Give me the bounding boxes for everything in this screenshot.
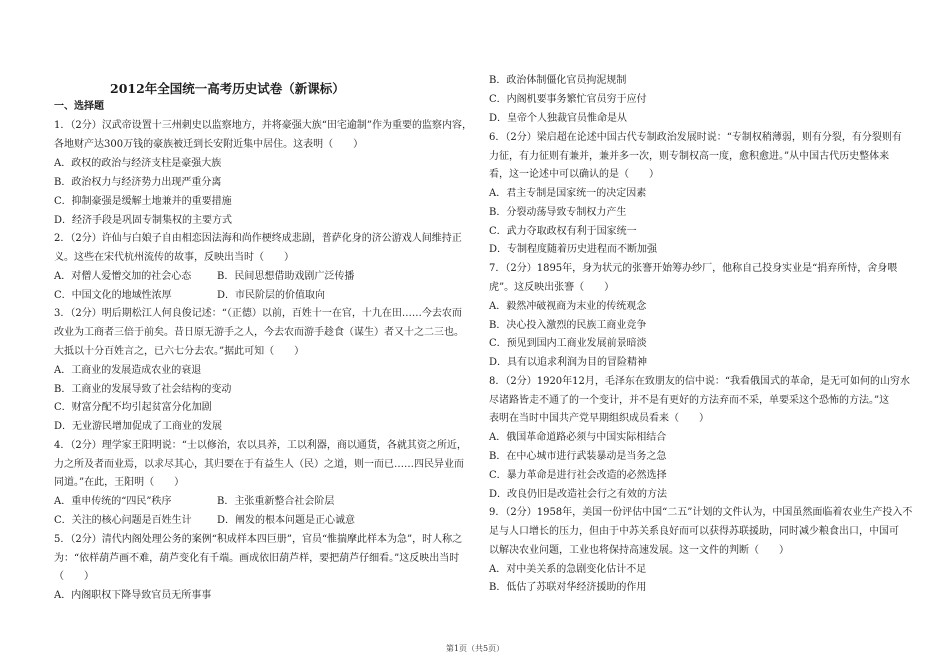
question-text: 虎”。这反映出张謇（ ） bbox=[489, 282, 615, 293]
answer-option: A．俄国革命道路必须与中国实际相结合 bbox=[489, 432, 667, 443]
answer-option: D．市民阶层的价值取向 bbox=[217, 290, 326, 301]
question-text: 改业为工商者三倍于前矣。昔日原无游手之人，今去农而游手趁食（谋生）者又十之二三也。 bbox=[54, 327, 464, 338]
answer-option: D．阐发的根本问题是正心诚意 bbox=[217, 515, 356, 526]
question-text: 力征，有力征则有兼并，兼并多一次，则专制权高一度，愈积愈进。”从中国古代历史整体来 bbox=[489, 151, 890, 162]
question-text: 以解决农业问题，工业也将保持高速发展。这一文件的判断（ ） bbox=[489, 545, 789, 556]
question-text: 表明在当时中国共产党早期组织成员看来（ ） bbox=[489, 413, 709, 424]
answer-option: C．内阁机要事务繁忙官员穷于应付 bbox=[489, 94, 647, 105]
answer-option: A．工商业的发展造成农业的衰退 bbox=[54, 365, 202, 376]
answer-option: C．抑制豪强是缓解土地兼并的重要措施 bbox=[54, 196, 232, 207]
answer-option: D．皇帝个人独裁官员惟命是从 bbox=[489, 113, 628, 124]
page-title: 2012年全国统一高考历史试卷（新课标） bbox=[110, 81, 345, 96]
answer-option-row bbox=[54, 496, 484, 508]
question-text: 9．（2分）1958年，美国一份评估中国“二五”计划的文件认为，中国虽然面临着农业生产投入不 bbox=[489, 507, 913, 518]
answer-option: A．对中美关系的急剧变化估计不足 bbox=[489, 564, 647, 575]
page-number: 第1页（共5页） bbox=[445, 644, 505, 653]
question-text: 大抵以十分百姓言之，已六七分去农。”据此可知（ ） bbox=[54, 346, 305, 357]
answer-option: B．决心投入激烈的民族工商业竞争 bbox=[489, 320, 647, 331]
question-text: 5．（2分）清代内阁处理公务的案例“积成样本四巨册”，官员“惟揣摩此样本为急”，时人称之 bbox=[54, 534, 463, 545]
answer-option-row bbox=[54, 271, 484, 283]
answer-option: B．在中心城市进行武装暴动是当务之急 bbox=[489, 451, 667, 462]
question-text: 同道。”在此，王阳明（ ） bbox=[54, 477, 185, 488]
answer-option: C．武力夺取政权有利于国家统一 bbox=[489, 226, 637, 237]
answer-option: C．中国文化的地域性浓厚 bbox=[54, 290, 172, 301]
answer-option: D．无业游民增加促成了工商业的发展 bbox=[54, 421, 223, 432]
question-text: 看，这一论述中可以确认的是（ ） bbox=[489, 169, 659, 180]
question-text: 力之所及者而业焉，以求尽其心，其归要在于有益生人（民）之道，则一而已……四民异业而 bbox=[54, 459, 464, 470]
answer-option-row bbox=[54, 290, 484, 302]
answer-option: A．君主专制是国家统一的决定因素 bbox=[489, 188, 647, 199]
question-text: 3．（2分）明后期松江人何良俊记述：“（正德）以前，百姓十一在官，十九在田……今去农而 bbox=[54, 308, 462, 319]
answer-option: D．经济手段是巩固专制集权的主要方式 bbox=[54, 215, 233, 226]
answer-option: B．民间思想借助戏剧广泛传播 bbox=[217, 271, 355, 282]
question-text: 1．（2分）汉武帝设置十三州刺史以监察地方，并将豪强大族“田宅逾制”作为重要的监察内容， bbox=[54, 120, 472, 131]
answer-option: A．重申传统的“四民”秩序 bbox=[54, 496, 172, 507]
answer-option: B．政治体制僵化官员拘泥规制 bbox=[489, 75, 627, 86]
answer-option: D．专制程度随着历史进程而不断加强 bbox=[489, 244, 658, 255]
question-text: （ ） bbox=[54, 571, 94, 582]
question-text: 足与人口增长的压力，但由于中苏关系良好而可以获得苏联援助，同时减少粮食出口，中国可 bbox=[489, 526, 899, 537]
question-text: 8．（2分）1920年12月，毛泽东在致朋友的信中说：“我看俄国式的革命，是无可如何的山穷水 bbox=[489, 376, 911, 387]
question-text: 6．（2分）梁启超在论述中国古代专制政治发展时说：“专制权稍薄弱，则有分裂，有分裂则有 bbox=[489, 132, 902, 143]
answer-option: C．关注的核心问题是百姓生计 bbox=[54, 515, 192, 526]
answer-option: A．内阁职权下降导致官员无所事事 bbox=[54, 590, 212, 601]
answer-option: D．改良仍旧是改造社会行之有效的方法 bbox=[489, 489, 668, 500]
answer-option: D．具有以追求利润为目的冒险精神 bbox=[489, 357, 648, 368]
answer-option: B．分裂动荡导致专制权力产生 bbox=[489, 207, 627, 218]
question-text: 各地财产达300万钱的豪族被迁到长安附近集中居住。这表明（ ） bbox=[54, 139, 364, 150]
answer-option: B．政治权力与经济势力出现严重分离 bbox=[54, 177, 222, 188]
answer-option: A．政权的政治与经济支柱是豪强大族 bbox=[54, 158, 222, 169]
answer-option: C．暴力革命是进行社会改造的必然选择 bbox=[489, 470, 667, 481]
question-text: 4．（2分）理学家王阳明说：“士以修治，农以具养，工以利器，商以通货，各就其资之所近， bbox=[54, 440, 467, 451]
question-text: 2．（2分）许仙与白娘子自由相恋因法海和尚作梗终成悲剧，普萨化身的济公游戏人间维持正 bbox=[54, 233, 462, 244]
section-heading: 一、选择题 bbox=[54, 101, 104, 112]
question-text: 为：“依样葫芦画不难，葫芦变化有千端。画成依旧葫芦样，要把葫芦仔细看。”这反映出当时 bbox=[54, 553, 460, 564]
answer-option: B．工商业的发展导致了社会结构的变动 bbox=[54, 384, 232, 395]
answer-option: B．低估了苏联对华经济援助的作用 bbox=[489, 582, 647, 593]
question-text: 义。这些在宋代杭州流传的故事，反映出当时（ ） bbox=[54, 252, 294, 263]
answer-option: C．财富分配不均引起贫富分化加剧 bbox=[54, 402, 212, 413]
answer-option: A．毅然冲破视商为末业的传统观念 bbox=[489, 301, 647, 312]
answer-option: B．主张重新整合社会阶层 bbox=[217, 496, 335, 507]
answer-option: C．预见到国内工商业发展前景暗淡 bbox=[489, 338, 647, 349]
answer-option: A．对僧人爱憎交加的社会心态 bbox=[54, 271, 192, 282]
question-text: 尽诸路皆走不通了的一个变计，并不是有更好的方法弃而不采，单要采这个恐怖的方法。”这 bbox=[489, 395, 890, 406]
answer-option-row bbox=[54, 515, 484, 527]
question-text: 7．（2分）1895年，身为状元的张謇开始筹办纱厂，他称自己投身实业是“捐弃所恃，舍身喂 bbox=[489, 263, 898, 274]
